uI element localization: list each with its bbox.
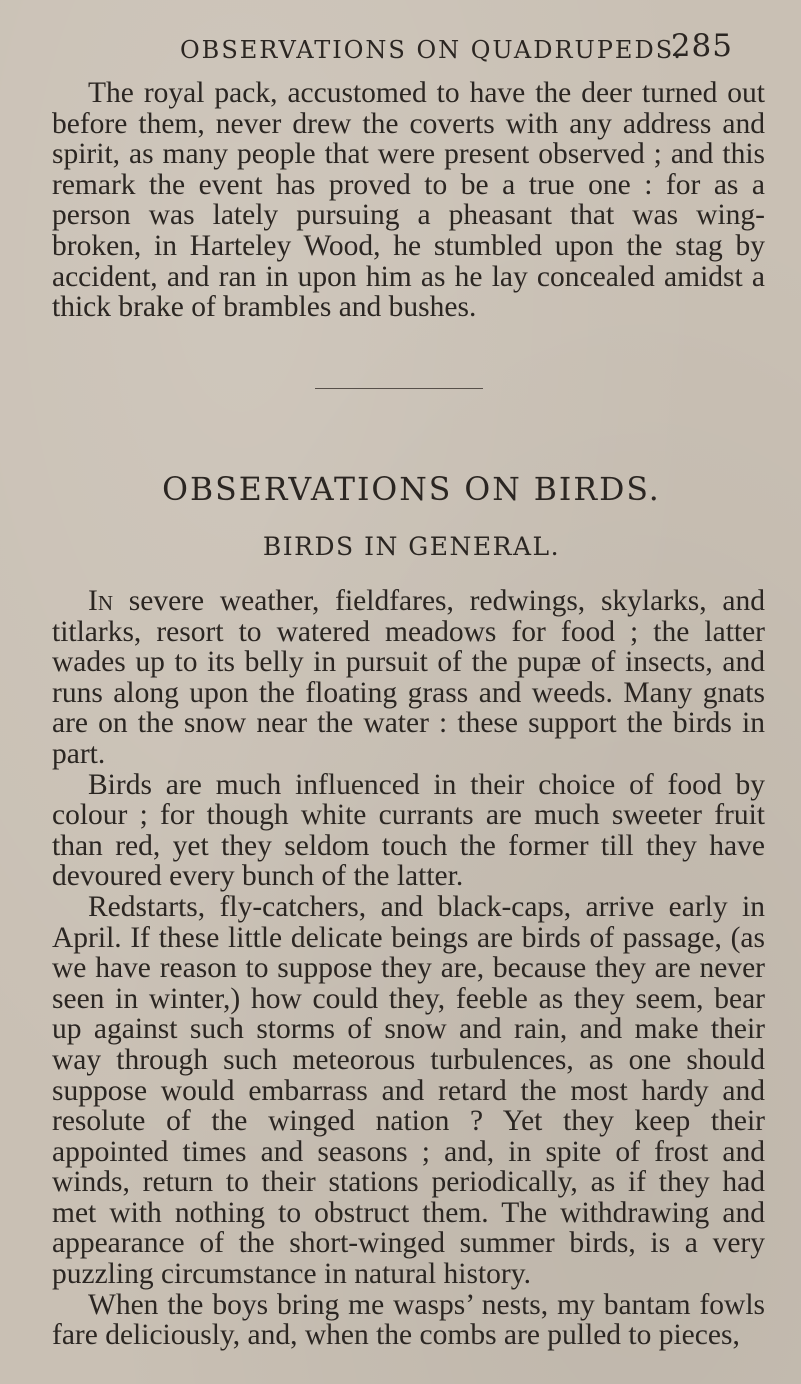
paragraph-text: Redstarts, fly-catchers, and black-caps, arrive early in April. If these little delicate beings are birds of passage, (as we have reason to suppose they are, because they are never seen in winter,) how could they, feeble as they seem, bear up against such storms of snow and rain, and make their way through such meteorous turbulences, as one should suppose would embarrass and retard the most hardy and resolute of the winged nation ? Yet they keep their appointed times and seasons ; and, in spite of frost and winds, return to their stations periodically, as if they had met with nothing to obstruct them. The withdrawing and appearance of the short-winged summer birds, is a very puzzling circumstance in natural history.: [52, 890, 765, 1291]
paragraph-text: Birds are much influenced in their choice of food by colour ; for though white currants are much sweeter fruit than red, yet they seldom touch the former till they have devoured every bunch of the latter.: [52, 768, 765, 893]
subsection-title: BIRDS IN GENERAL.: [262, 532, 561, 561]
paragraph: [52, 892, 765, 1290]
section-text-block: [52, 586, 765, 1351]
paragraph-text: When the boys bring me wasps’ nests, my bantam fowls fare deliciously, and, when the combs are pulled to pieces,: [52, 1288, 765, 1352]
page-number: 285: [670, 28, 733, 64]
paragraph: [52, 770, 765, 892]
section-divider: [315, 388, 483, 389]
paragraph-text: severe weather, fieldfares, redwings, skylarks, and titlarks, resort to watered meadows for food ; the latter wades up to its belly in pursuit of the pupæ of insects, and runs along upon the floating grass and weeds. Many gnats are on the snow near the water : these support the birds in part.: [52, 585, 765, 770]
paragraph-continued: The royal pack, accustomed to have the deer turned out before them, never drew the coverts with any address and spirit, as many people that were present observed ; and this remark the event has proved to be a true one : for as a person was lately pursuing a pheasant that was wing-broken, in Harteley Wood, he stumbled upon the stag by accident, and ran in upon him as he lay concealed amidst a thick brake of brambles and bushes.: [52, 77, 765, 324]
section-title: OBSERVATIONS ON BIRDS.: [162, 472, 661, 508]
running-head: [180, 28, 733, 76]
paragraph: [52, 1290, 765, 1351]
continued-text-block: [52, 78, 765, 323]
paragraph: [52, 586, 765, 770]
running-title: OBSERVATIONS ON QUADRUPEDS.: [180, 36, 683, 64]
paragraph-lead-word: In: [88, 585, 113, 617]
